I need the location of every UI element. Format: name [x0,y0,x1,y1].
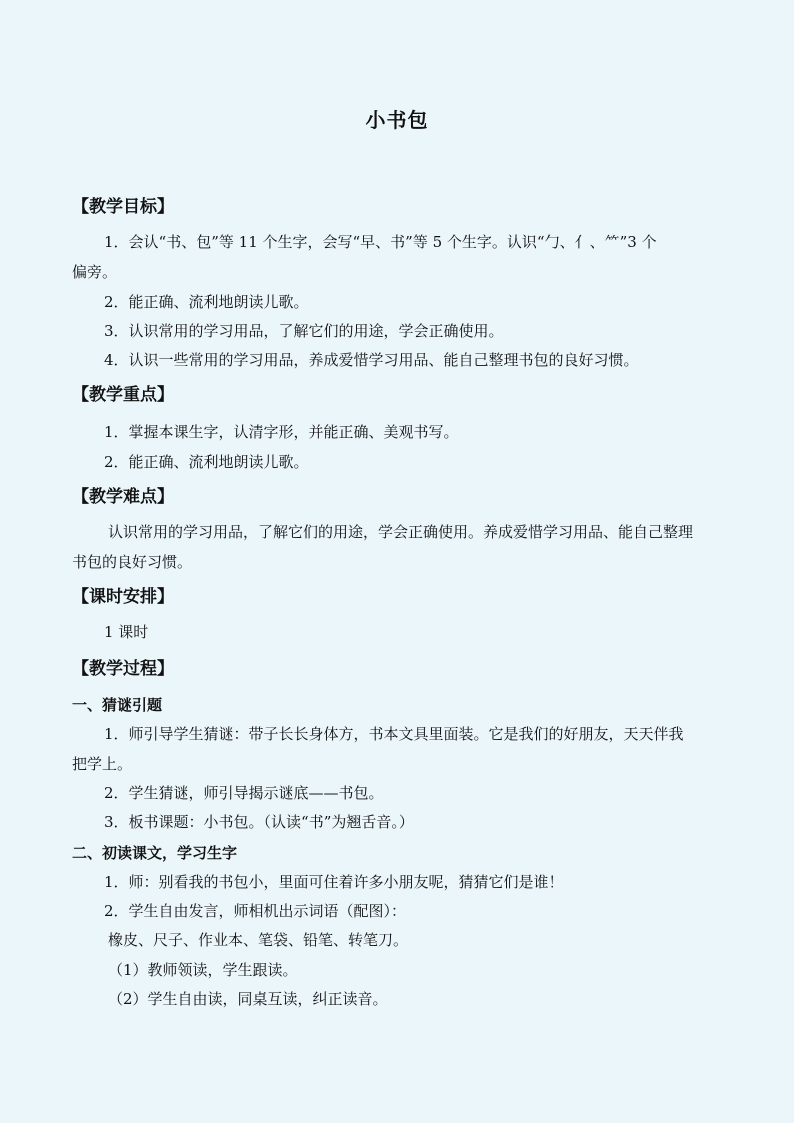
heading-process: 【教学过程】 [72,659,174,679]
part2-line-2: 2．学生自由发言，师相机出示词语（配图）： [104,902,407,920]
part2-line-5: （2）学生自由读，同桌互读，纠正读音。 [108,990,388,1008]
schedule-line-1: 1 课时 [104,623,149,641]
part2-line-4: （1）教师领读，学生跟读。 [108,961,298,979]
doc-title: 小书包 [365,108,429,132]
heading-difficulties: 【教学难点】 [72,487,174,507]
goal-line-1: 1．会认“书、包”等 11 个生字，会写“早、书”等 5 个生字。认识“勹、亻、⺮”3 个 [104,233,657,251]
heading-goals: 【教学目标】 [72,197,174,217]
part1-line-3: 3．板书课题：小书包。（认读“书”为翘舌音。） [104,813,414,831]
part2-line-1: 1．师：别看我的书包小，里面可住着许多小朋友呢，猜猜它们是谁！ [104,873,564,891]
part2-line-3: 橡皮、尺子、作业本、笔袋、铅笔、转笔刀。 [108,931,409,949]
goal-line-4: 4．认识一些常用的学习用品，养成爱惜学习用品、能自己整理书包的良好习惯。 [104,351,639,369]
heading-key-points: 【教学重点】 [72,385,174,405]
difficulty-line-2: 书包的良好习惯。 [72,553,193,571]
heading-schedule: 【课时安排】 [72,587,174,607]
goal-line-1-cont: 偏旁。 [72,263,118,281]
part1-line-1: 1．师引导学生猜谜：带子长长身体方，书本文具里面装。它是我们的好朋友，天天伴我 [104,725,684,743]
process-part2-title: 二、初读课文，学习生字 [72,844,238,862]
part1-line-2: 2．学生猜谜，师引导揭示谜底——书包。 [104,784,384,802]
process-part1-title: 一、猜谜引题 [72,696,163,714]
part1-line-1-cont: 把学上。 [72,755,133,773]
key-point-line-1: 1．掌握本课生字，认清字形，并能正确、美观书写。 [104,423,459,441]
difficulty-line-1: 认识常用的学习用品，了解它们的用途，学会正确使用。养成爱惜学习用品、能自己整理 [108,523,694,541]
key-point-line-2: 2．能正确、流利地朗读儿歌。 [104,453,309,471]
goal-line-3: 3．认识常用的学习用品，了解它们的用途，学会正确使用。 [104,322,504,340]
goal-line-2: 2．能正确、流利地朗读儿歌。 [104,293,309,311]
